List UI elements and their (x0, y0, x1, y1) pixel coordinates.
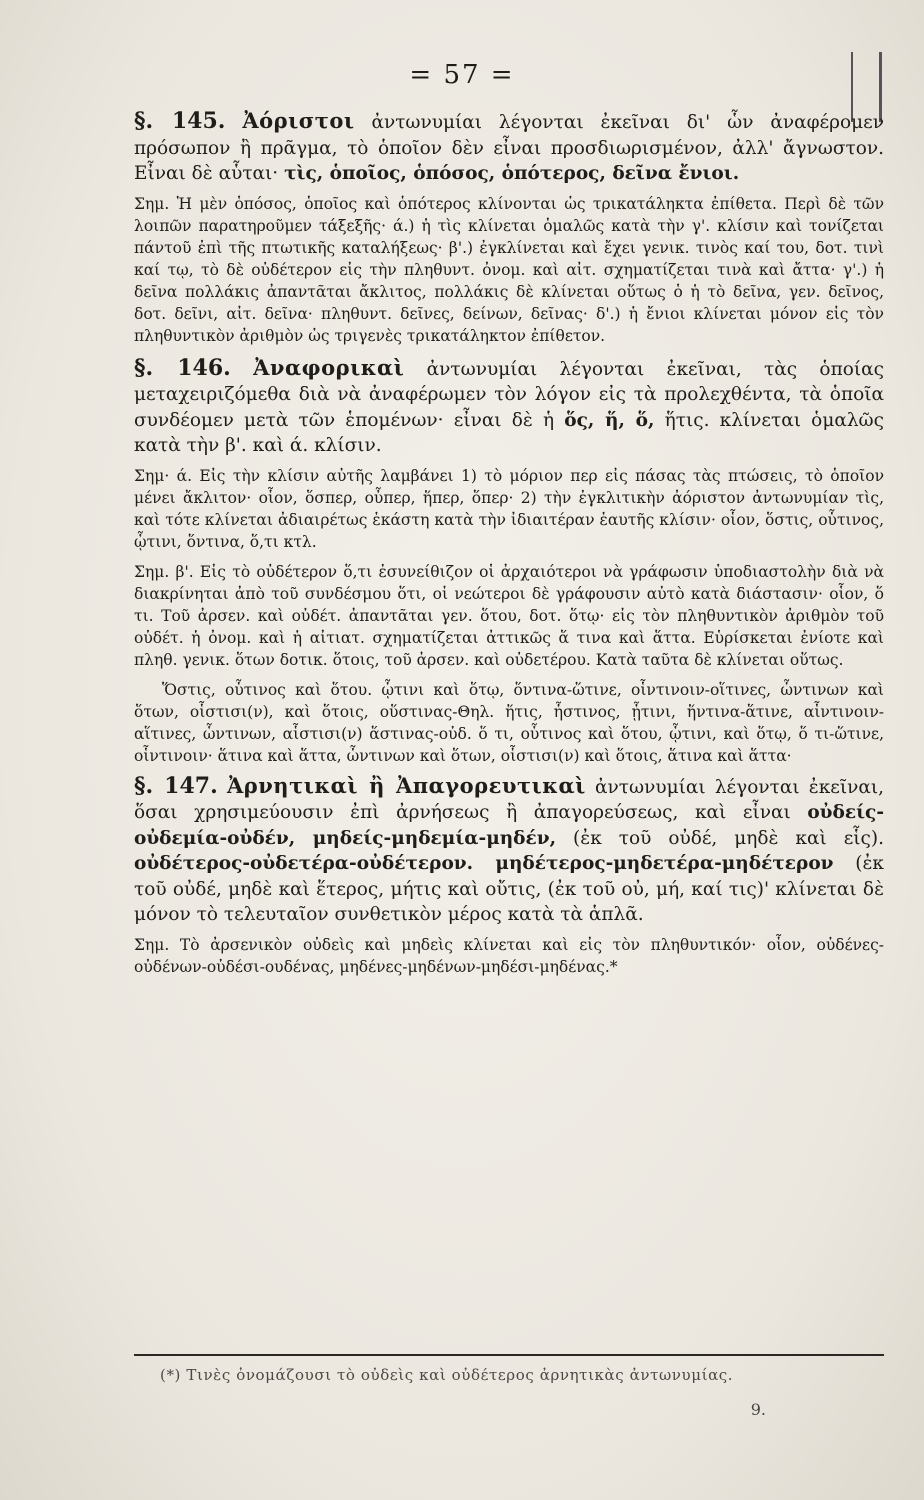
section-146 (134, 355, 884, 767)
section-146-note-a (134, 465, 884, 553)
section-145-number: §. 145. (134, 108, 226, 134)
section-147-text-3: (ἐκ τοῦ οὐδέ, μηδὲ καὶ ἕτερος, μήτις καὶ οὔτις, (ἐκ τοῦ οὐ, μή, καί τις)' κλίνεται δὲ μόνον τὸ τελευταῖον συνθετικὸν μέρος κατὰ τὰ ἁπλᾶ. (134, 853, 884, 925)
page-number: = 57 = (409, 60, 515, 90)
section-146-text-end: ἥτις. κλίνεται ὁμαλῶς κατὰ τὴν β'. καὶ ά. κλίσιν. (134, 409, 885, 456)
section-147-text: ἀντωνυμίαι λέγονται ἐκεῖναι, ὅσαι χρησιμεύουσιν ἐπὶ ἀρνήσεως ἢ ἀπαγορεύσεως, καὶ εἶναι (134, 776, 884, 823)
signature-mark: 9. (750, 1400, 766, 1419)
footnote-rule (134, 1354, 884, 1356)
section-147-note (134, 934, 884, 978)
page-body (134, 108, 884, 986)
section-147-number: §. 147. (134, 772, 218, 799)
section-146-declension-text: Ὅστις, οὗτινος καὶ ὅτου. ᾧτινι καὶ ὅτῳ, ὅντινα-ὥτινε, οἷντινοιν-οἵτινες, ὧντινων καὶ ὅτων, οἷστισι(ν), καὶ ὅτοις, οὕστινας-Θηλ. ἥτις, ἧστινος, ᾗτινι, ἥντινα-ἅτινε, αἷντινοιν-αἵτινες, ὧντινων, αἷστισι(ν) ἅστινας-οὐδ. ὅ τι, οὗτινος καὶ ὅτου, ᾧτινι, καὶ ὅτῳ, ὅ τι-ὥτινε, οἷντινοιν· ἅτινα καὶ ἅττα, ὧντινων καὶ ὅτων, οἷστισι(ν) καὶ ὅτοις, ἅτινα καὶ ἅττα· (134, 680, 884, 765)
section-145-note-text: Σημ. Ἡ μὲν ὁπόσος, ὁποῖος καὶ ὁπότερος κλίνονται ὡς τρικατάληκτα ἐπίθετα. Περὶ δὲ τῶν λοιπῶν παρατηροῦμεν τάξεξῆς· ά.) ἡ τὶς κλίνεται ὁμαλῶς κατὰ τὴν γ'. κλίσιν καὶ τονίζεται πάντοῦ ἐπὶ τῆς πτωτικῆς καταλήξεως· β'.) ἐγκλίνεται καὶ ἔχει γενικ. τινὸς καί του, δοτ. τινὶ καί τῳ, τὸ δὲ οὐδέτερον εἰς τὴν πληθυντ. ὀνομ. καὶ αἰτ. σχηματίζεται τινὰ καὶ ἄττα· γ'.) ἡ δεῖνα πολλάκις ἀπαντᾶται ἄκλιτος, πολλάκις δὲ κλίνεται οὕτως ὁ ἡ τὸ δεῖνα, γεν. δεῖνος, δοτ. δεῖνι, αἰτ. δεῖνα· πληθυντ. δεῖνες, δείνων, δεῖνας· δ'.) ἡ ἔνιοι κλίνεται μόνον εἰς τὸν πληθυντικὸν ἀριθμὸν ὡς τριγενὲς τρικατάληκτον ἐπίθετον. (134, 194, 884, 345)
section-146-pronouns: ὅς, ἥ, ὅ, (564, 409, 655, 431)
section-146-paragraph (134, 355, 884, 459)
section-146-declension (134, 679, 884, 767)
footnote: (*) Τινὲς ὀνομάζουσι τὸ οὐδεὶς καὶ οὐδέτερος ἀρνητικὰς ἀντωνυμίας. (160, 1366, 734, 1384)
section-147-paragraph (134, 773, 884, 928)
section-145-heading: Ἀόριστοι (242, 108, 355, 133)
section-145-pronouns: τὶς, ὁποῖος, ὁπόσος, ὁπότερος, δεῖνα ἔνιοι. (284, 163, 740, 184)
section-146-number: §. 146. (134, 354, 231, 381)
section-145-text: ἀντωνυμίαι λέγονται ἐκεῖναι δι' ὧν ἀναφέρομεν πρόσωπον ἢ πρᾶγμα, τὸ ὁποῖον δὲν εἶναι προσδιωρισμένον, ἀλλ' ἄγνωστον. Εἶναι δὲ αὗται· (134, 112, 884, 184)
section-145-paragraph (134, 108, 884, 187)
section-146-heading: Ἀναφορικαὶ (253, 354, 405, 380)
section-147-heading: Ἀρνητικαὶ ἢ Ἀπαγορευτικαὶ (226, 772, 586, 798)
section-147 (134, 773, 884, 978)
section-147-pronouns-2: οὐδέτερος-οὐδετέρα-οὐδέτερον. μηδέτερος-μηδετέρα-μηδέτερον (134, 853, 834, 874)
section-146-text: ἀντωνυμίαι λέγονται ἐκεῖναι, τὰς ὁποίας μεταχειριζόμεθα διὰ νὰ ἀναφέρωμεν τὸν λόγον εἰς τὰ προλεχθέντα, τὰ ὁποῖα συνδέομεν μετὰ τῶν ἑπομένων· εἶναι δὲ ἡ (134, 358, 884, 431)
section-145 (134, 108, 884, 347)
section-147-note-text: Σημ. Τὸ ἀρσενικὸν οὐδεὶς καὶ μηδεὶς κλίνεται καὶ εἰς τὸν πληθυντικόν· οἷον, οὐδένες-οὐδένων-οὐδέσι-ουδένας, μηδένες-μηδένων-μηδέσι-μηδένας.* (134, 935, 884, 976)
section-146-note-b-text: Σημ. β'. Εἰς τὸ οὐδέτερον ὅ,τι ἐσυνείθιζον οἱ ἀρχαιότεροι νὰ γράφωσιν ὑποδιαστολὴν διὰ νὰ διακρίνηται ἀπὸ τοῦ συνδέσμου ὅτι, οἱ νεώτεροι δὲ γράφουσιν αὐτὸ κατὰ διάστασιν· οἷον, ὅ τι. Τοῦ ἀρσεν. καὶ οὐδέτ. ἀπαντᾶται γεν. ὅτου, δοτ. ὅτῳ· εἰς τὸν πληθυντικὸν ἀριθμὸν τοῦ οὐδέτ. ἡ ὀνομ. καὶ ἡ αἰτιατ. σχηματίζεται ἀττικῶς ἅ τινα καὶ ἅττα. Εὑρίσκεται ἐνίοτε καὶ πληθ. γενικ. ὅτων δοτικ. ὅτοις, τοῦ ἀρσεν. καὶ οὐδετέρου. Κατὰ ταῦτα δὲ κλίνεται οὕτως. (134, 562, 884, 669)
section-147-text-2: (ἐκ τοῦ οὐδέ, μηδὲ καὶ εἷς). (573, 827, 884, 849)
section-146-note-b (134, 561, 884, 671)
section-145-note (134, 193, 884, 347)
section-147-pronouns-1: οὐδείς-οὐδεμία-οὐδέν, μηδείς-μηδεμία-μηδέν, (134, 802, 884, 849)
section-146-note-a-text: Σημ· ά. Εἰς τὴν κλίσιν αὐτῆς λαμβάνει 1) τὸ μόριον περ εἰς πάσας τὰς πτώσεις, τὸ ὁποῖον μένει ἄκλιτον· οἷον, ὅσπερ, οὗπερ, ἥπερ, ὅπερ· 2) τὴν ἐγκλιτικὴν ἀόριστον ἀντωνυμίαν τὶς, καὶ τότε κλίνεται ἀδιαιρέτως ἑκάστη κατὰ τὴν ἰδιαιτέραν ἑαυτῆς κλίσιν· οἷον, ὅστις, οὗτινος, ᾧτινι, ὅντινα, ὅ,τι κτλ. (134, 466, 884, 551)
